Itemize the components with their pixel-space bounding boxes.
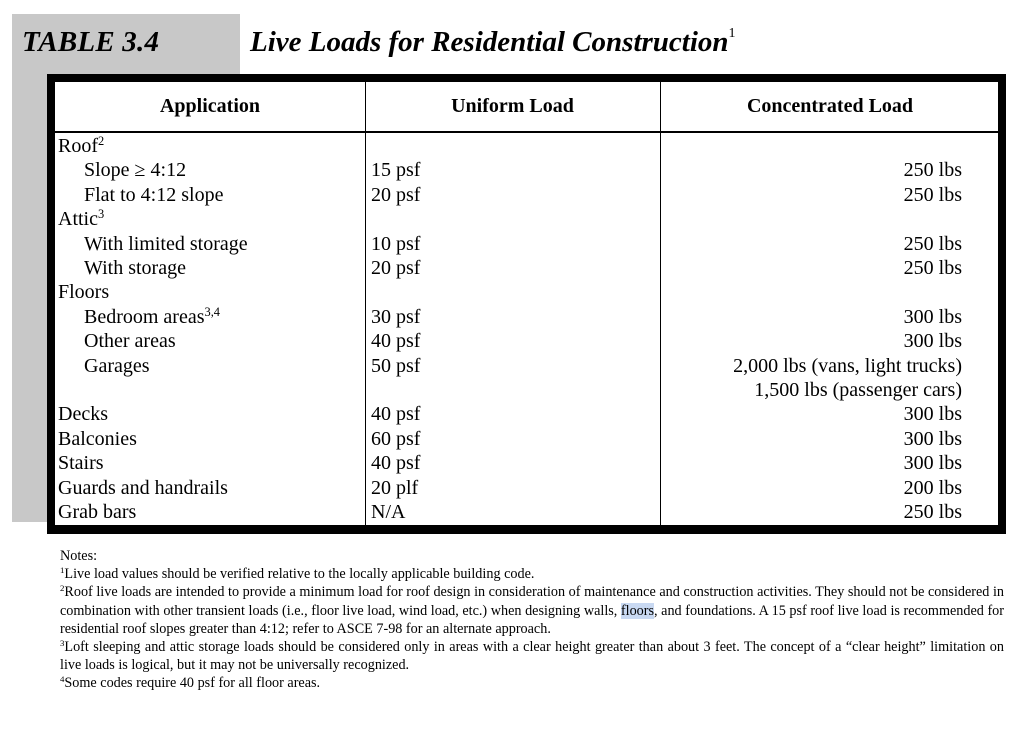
application-cell: Flat to 4:12 slope [84,183,224,206]
application-cell: Floors [58,281,110,304]
application-cell: With storage [84,257,186,279]
column-header-uniform-load: Uniform Load [451,95,574,117]
table-row [55,207,998,232]
footnote-ref: 3,4 [204,304,221,319]
application-cell: Guards and handrails [58,476,228,499]
table-row [55,280,998,305]
application-cell: Slope ≥ 4:12 [84,159,187,182]
footnote: $^2$Roof live loads are intended to provide a minimum load for roof design in consideration of maintenance and construction activities. They should not be considered in combination with other transient loads (i.e., floor live load, wind load, etc.) when designing walls, floors, and foundations. A 15 psf roof live load is recommended for residential roof slopes greater than 4:12; refer to ASCE 7-98 for an alternate approach. [60,583,1004,637]
concentrated-load-cell: 1,500 lbs (passenger cars) [754,379,962,401]
footnote: $^4$Some codes require 40 psf for all floor areas. [60,674,321,692]
concentrated-load-cell: 300 lbs [903,452,962,475]
table-row [55,256,998,281]
header-divider [55,131,998,133]
table-notes [60,547,1004,693]
application-cell: Stairs [58,452,104,475]
table-number: TABLE 3.4 [22,26,160,58]
table-row [55,500,998,525]
table-row [55,232,998,257]
footnote: $^3$Loft sleeping and attic storage loads should be considered only in areas with a clear height greater than about 3 feet. The concept of a “clear height” limitation on live loads is logical, but it may not be universally recognized. [60,638,1004,674]
table-row [55,329,998,354]
application-cell: Bedroom areas$^{3,4}$ [84,304,221,328]
concentrated-load-cell: 200 lbs [903,476,962,499]
table-row [55,305,998,330]
table-title-text: Live Loads for Residential Construction [250,26,729,58]
concentrated-load-cell: 250 lbs [903,232,962,255]
concentrated-load-cell: 250 lbs [903,501,962,523]
table-row [55,476,998,501]
highlighted-text: floors [620,602,655,619]
table-row [55,354,998,379]
table-row [55,427,998,452]
uniform-load-cell: 30 psf [371,305,421,328]
footnote-ref: 2 [98,134,105,149]
concentrated-load-cell: 250 lbs [903,183,962,206]
column-header-application: Application [159,95,261,117]
table-row [55,158,998,183]
uniform-load-cell: 40 psf [371,330,421,353]
uniform-load-cell: 40 psf [371,403,421,426]
footnote: $^1$Live load values should be verified relative to the locally applicable building code. [60,565,535,583]
concentrated-load-cell: 300 lbs [903,305,962,328]
uniform-load-cell: 10 psf [371,232,421,255]
footnote-ref: 3 [98,207,105,222]
uniform-load-cell: 60 psf [371,427,421,450]
application-cell: Other areas [84,330,176,353]
live-loads-table [54,81,999,526]
table-row [55,402,998,427]
application-cell: Balconies [58,427,137,450]
footnote-number: 1 [60,565,65,576]
table-row [55,134,998,159]
concentrated-load-cell: 250 lbs [903,159,962,182]
concentrated-load-cell: 300 lbs [903,427,962,450]
table-row [55,451,998,476]
concentrated-load-cell: 300 lbs [903,403,962,426]
concentrated-load-cell: 300 lbs [903,330,962,353]
footnote-number: 2 [60,583,65,594]
application-cell: Garages [84,354,150,377]
uniform-load-cell: N/A [371,501,406,523]
uniform-load-cell: 20 psf [371,183,421,206]
table-row [55,378,998,403]
table-row [55,183,998,208]
application-cell: Decks [58,403,108,426]
column-header-concentrated-load: Concentrated Load [746,95,914,117]
uniform-load-cell: 40 psf [371,452,421,475]
footnote-number: 4 [60,674,65,685]
notes-heading: Notes: [60,548,98,564]
concentrated-load-cell: 2,000 lbs (vans, light trucks) [733,354,962,377]
concentrated-load-cell: 250 lbs [903,257,962,279]
uniform-load-cell: 20 plf [371,476,419,499]
uniform-load-cell: 50 psf [371,354,421,377]
table-title [250,26,736,59]
title-footnote-ref: 1 [728,26,736,41]
application-cell: Attic$^3$ [58,207,105,231]
footnote-number: 3 [60,638,65,649]
uniform-load-cell: 15 psf [371,159,421,182]
uniform-load-cell: 20 psf [371,257,421,279]
application-cell: Grab bars [58,501,137,523]
application-cell: Roof$^2$ [58,134,105,157]
application-cell: With limited storage [84,232,248,255]
